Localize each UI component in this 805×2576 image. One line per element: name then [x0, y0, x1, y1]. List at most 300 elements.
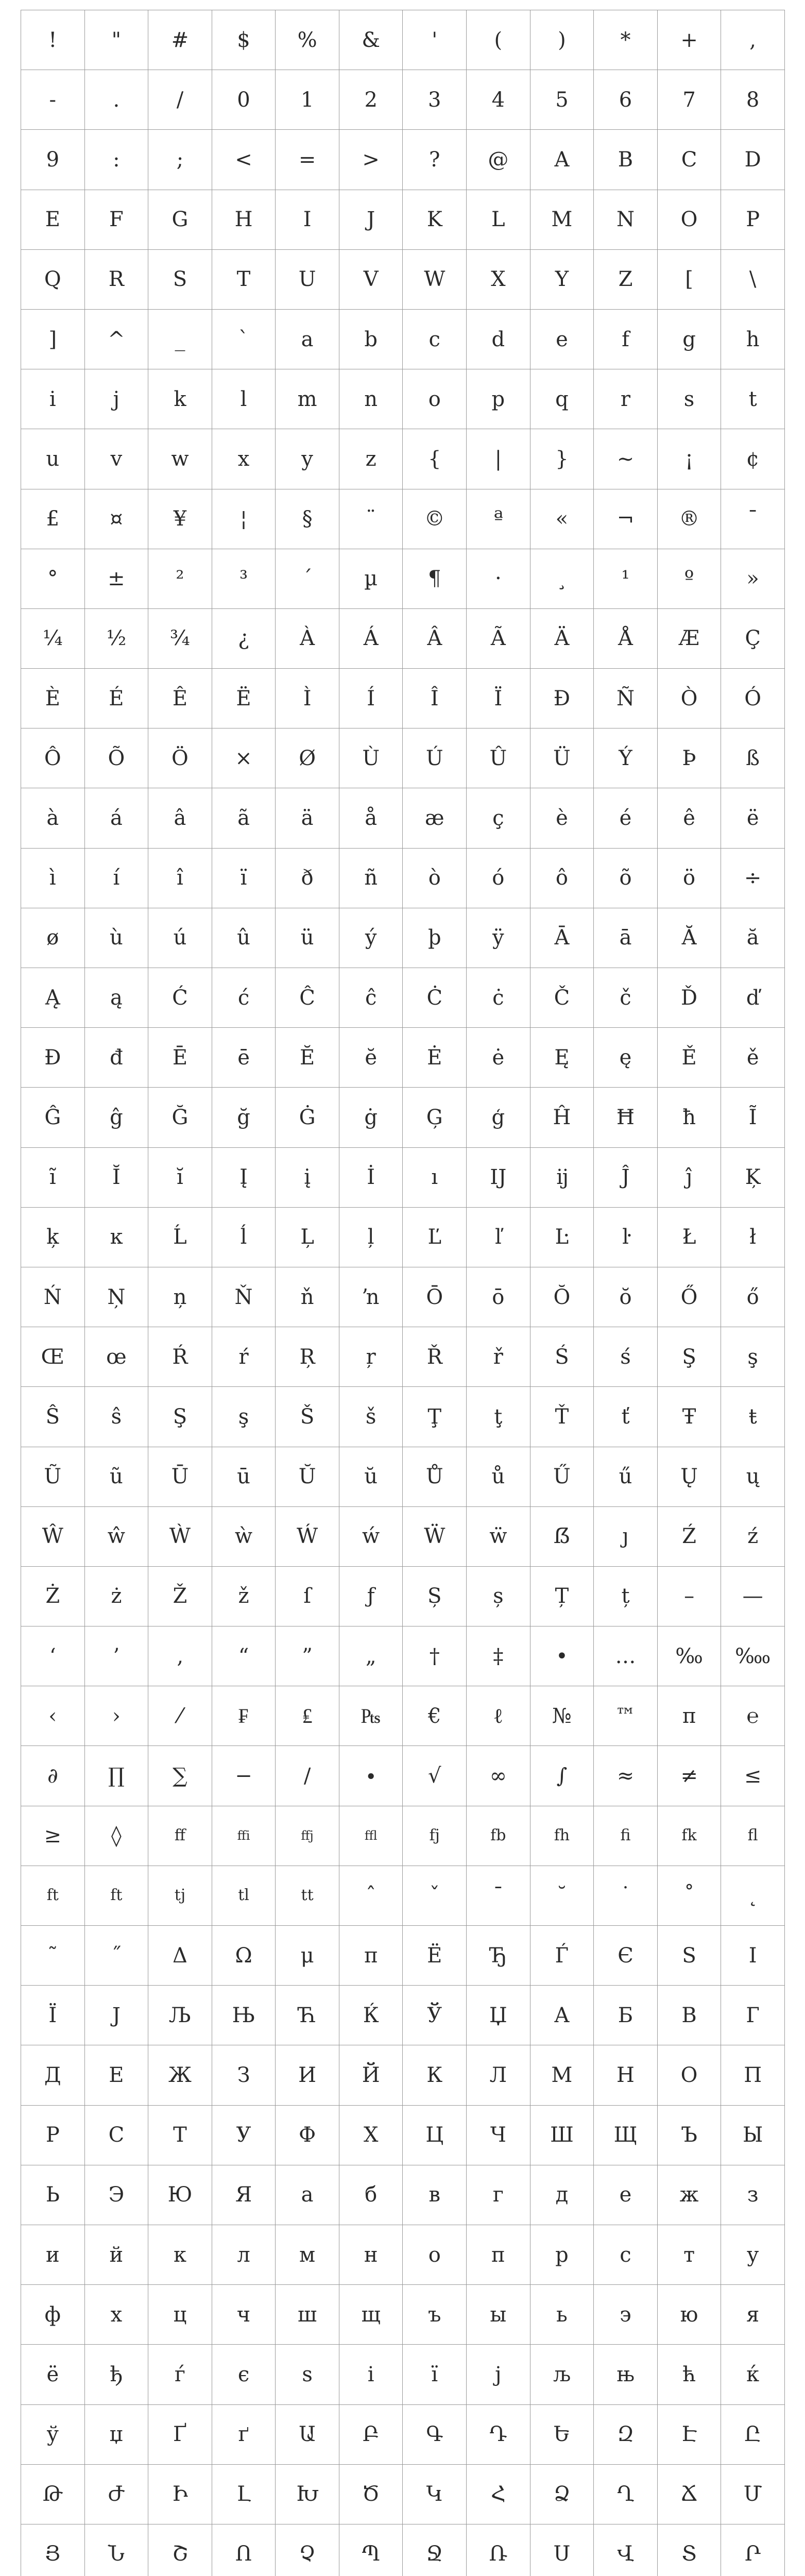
glyph-cell: „ — [339, 1626, 403, 1686]
glyph-cell: 2 — [339, 70, 403, 130]
glyph-cell: © — [403, 489, 467, 549]
glyph-cell: ї — [403, 2345, 467, 2404]
glyph-cell: Ռ — [467, 2524, 530, 2576]
glyph-cell: У — [212, 2106, 276, 2165]
glyph-cell: Կ — [403, 2465, 467, 2524]
glyph-cell: } — [530, 429, 594, 489]
glyph-cell: ³ — [212, 549, 276, 609]
glyph-cell: ų — [721, 1447, 785, 1507]
glyph-cell: Y — [530, 250, 594, 310]
glyph-cell: ĸ — [85, 1208, 149, 1267]
glyph-cell: И — [276, 2045, 339, 2105]
glyph-row — [21, 1387, 785, 1447]
glyph-cell: ň — [276, 1267, 339, 1327]
glyph-cell: ¼ — [21, 609, 85, 669]
glyph-cell: Ћ — [276, 1986, 339, 2045]
glyph-row — [21, 70, 785, 130]
glyph-cell: Ŝ — [21, 1387, 85, 1447]
glyph-cell: k — [148, 369, 212, 429]
glyph-row — [21, 369, 785, 429]
glyph-cell: Ј — [85, 1986, 149, 2045]
glyph-cell: 6 — [594, 70, 658, 130]
glyph-cell: Ẅ — [403, 1507, 467, 1567]
glyph-cell: Ĵ — [594, 1148, 658, 1208]
glyph-cell: i — [21, 369, 85, 429]
glyph-cell: н — [339, 2225, 403, 2285]
glyph-cell: č — [594, 968, 658, 1028]
glyph-cell: е — [594, 2165, 658, 2225]
glyph-cell: ≥ — [21, 1806, 85, 1866]
glyph-cell: ; — [148, 130, 212, 190]
glyph-cell: Ţ — [403, 1387, 467, 1447]
glyph-cell: Ř — [403, 1327, 467, 1387]
glyph-cell: Հ — [467, 2465, 530, 2524]
glyph-cell: ļ — [339, 1208, 403, 1267]
glyph-cell: Ĉ — [276, 968, 339, 1028]
glyph-cell: à — [21, 788, 85, 848]
glyph-cell: ĝ — [85, 1088, 149, 1147]
glyph-cell: ƒ — [339, 1567, 403, 1626]
glyph-cell: П — [721, 2045, 785, 2105]
glyph-cell: Զ — [594, 2405, 658, 2465]
glyph-cell: . — [85, 70, 149, 130]
glyph-cell: µ — [339, 549, 403, 609]
glyph-cell: ŉ — [339, 1267, 403, 1327]
glyph-cell: ˝ — [85, 1926, 149, 1986]
glyph-cell: г — [467, 2165, 530, 2225]
glyph-cell: m — [276, 369, 339, 429]
glyph-cell: é — [594, 788, 658, 848]
glyph-cell: я — [721, 2285, 785, 2345]
glyph-cell: Ղ — [594, 2465, 658, 2524]
glyph-cell: Ĩ — [721, 1088, 785, 1147]
glyph-cell: Ґ — [148, 2405, 212, 2465]
glyph-cell: ₧ — [339, 1686, 403, 1746]
glyph-cell: y — [276, 429, 339, 489]
glyph-cell: ¶ — [403, 549, 467, 609]
glyph-cell: 8 — [721, 70, 785, 130]
glyph-cell: — — [721, 1567, 785, 1626]
glyph-cell: Õ — [85, 728, 149, 788]
glyph-cell: ˙ — [594, 1866, 658, 1926]
glyph-cell: ₣ — [212, 1686, 276, 1746]
glyph-cell: Í — [339, 669, 403, 728]
glyph-cell: ы — [467, 2285, 530, 2345]
glyph-cell: , — [721, 10, 785, 70]
glyph-cell: ` — [212, 310, 276, 369]
glyph-cell: « — [530, 489, 594, 549]
glyph-cell: ŭ — [339, 1447, 403, 1507]
glyph-cell: Ъ — [658, 2106, 722, 2165]
glyph-cell: Ż — [21, 1567, 85, 1626]
glyph-cell: Ș — [403, 1567, 467, 1626]
glyph-cell: Ђ — [467, 1926, 530, 1986]
glyph-cell: ℓ — [467, 1686, 530, 1746]
glyph-cell: Ú — [403, 728, 467, 788]
glyph-row — [21, 1806, 785, 1866]
glyph-row — [21, 10, 785, 70]
glyph-cell: љ — [530, 2345, 594, 2404]
glyph-cell: ) — [530, 10, 594, 70]
glyph-cell: Ķ — [721, 1148, 785, 1208]
glyph-cell: s — [658, 369, 722, 429]
glyph-cell: v — [85, 429, 149, 489]
glyph-cell: ŏ — [594, 1267, 658, 1327]
glyph-cell: Ь — [21, 2165, 85, 2225]
glyph-cell: Ć — [148, 968, 212, 1028]
glyph-cell: ẞ — [530, 1507, 594, 1567]
glyph-cell: ș — [467, 1567, 530, 1626]
glyph-cell: Î — [403, 669, 467, 728]
glyph-row — [21, 1028, 785, 1088]
glyph-cell: ” — [276, 1626, 339, 1686]
glyph-cell: Ğ — [148, 1088, 212, 1147]
glyph-cell: Ր — [721, 2524, 785, 2576]
glyph-row — [21, 489, 785, 549]
glyph-cell: Ճ — [658, 2465, 722, 2524]
glyph-cell: ă — [721, 908, 785, 968]
glyph-row — [21, 1686, 785, 1746]
glyph-row — [21, 549, 785, 609]
glyph-cell: ´ — [276, 549, 339, 609]
glyph-cell: ť — [594, 1387, 658, 1447]
glyph-cell: Ħ — [594, 1088, 658, 1147]
glyph-cell: Ē — [148, 1028, 212, 1088]
glyph-cell: Ñ — [594, 669, 658, 728]
glyph-cell: Ы — [721, 2106, 785, 2165]
glyph-row — [21, 310, 785, 369]
glyph-cell: Ŗ — [276, 1327, 339, 1387]
glyph-cell: 4 — [467, 70, 530, 130]
glyph-cell: b — [339, 310, 403, 369]
glyph-cell: x — [212, 429, 276, 489]
glyph-cell: Â — [403, 609, 467, 669]
glyph-cell: Ё — [403, 1926, 467, 1986]
glyph-cell: ˆ — [339, 1866, 403, 1926]
glyph-cell: ? — [403, 130, 467, 190]
glyph-cell: ј — [467, 2345, 530, 2404]
glyph-cell: Ŧ — [658, 1387, 722, 1447]
glyph-cell: Ն — [85, 2524, 149, 2576]
glyph-cell: › — [85, 1686, 149, 1746]
glyph-cell: M — [530, 190, 594, 250]
glyph-cell: ! — [21, 10, 85, 70]
glyph-cell: ь — [530, 2285, 594, 2345]
glyph-cell: G — [148, 190, 212, 250]
glyph-cell: Ō — [403, 1267, 467, 1327]
glyph-cell: ŧ — [721, 1387, 785, 1447]
glyph-cell: r — [594, 369, 658, 429]
glyph-cell: ẃ — [339, 1507, 403, 1567]
glyph-cell: ÿ — [467, 908, 530, 968]
glyph-cell: % — [276, 10, 339, 70]
glyph-row — [21, 849, 785, 908]
glyph-row — [21, 1626, 785, 1686]
glyph-cell: t — [721, 369, 785, 429]
glyph-cell: h — [721, 310, 785, 369]
glyph-cell: Ț — [530, 1567, 594, 1626]
glyph-cell: ŀ — [594, 1208, 658, 1267]
glyph-cell: Ի — [148, 2465, 212, 2524]
glyph-cell: 7 — [658, 70, 722, 130]
glyph-cell: ℮ — [721, 1686, 785, 1746]
glyph-cell: ¢ — [721, 429, 785, 489]
glyph-cell: g — [658, 310, 722, 369]
glyph-cell: Ծ — [339, 2465, 403, 2524]
glyph-cell: ğ — [212, 1088, 276, 1147]
glyph-cell: ¸ — [530, 549, 594, 609]
glyph-row — [21, 728, 785, 788]
glyph-cell: ¯ — [721, 489, 785, 549]
glyph-cell: Ẃ — [276, 1507, 339, 1567]
glyph-cell: Ŏ — [530, 1267, 594, 1327]
glyph-cell: ffl — [339, 1806, 403, 1866]
glyph-cell: C — [658, 130, 722, 190]
glyph-cell: э — [594, 2285, 658, 2345]
glyph-cell: – — [658, 1567, 722, 1626]
glyph-cell: + — [658, 10, 722, 70]
glyph-cell: Ц — [403, 2106, 467, 2165]
glyph-cell: ê — [658, 788, 722, 848]
glyph-cell: є — [212, 2345, 276, 2404]
glyph-cell: & — [339, 10, 403, 70]
glyph-cell: Ĭ — [85, 1148, 149, 1208]
glyph-cell: Ю — [148, 2165, 212, 2225]
glyph-cell: " — [85, 10, 149, 70]
glyph-cell: ∙ — [339, 1746, 403, 1806]
glyph-cell: Å — [594, 609, 658, 669]
glyph-cell: á — [85, 788, 149, 848]
glyph-cell: ½ — [85, 609, 149, 669]
glyph-cell: ò — [403, 849, 467, 908]
glyph-row — [21, 1507, 785, 1567]
glyph-cell: Ċ — [403, 968, 467, 1028]
glyph-cell: Q — [21, 250, 85, 310]
glyph-cell: j — [85, 369, 149, 429]
glyph-cell: Ĥ — [530, 1088, 594, 1147]
glyph-cell: fi — [594, 1806, 658, 1866]
glyph-cell: Ġ — [276, 1088, 339, 1147]
glyph-row — [21, 1986, 785, 2045]
glyph-cell: Ě — [658, 1028, 722, 1088]
glyph-cell: ş — [212, 1387, 276, 1447]
glyph-cell: Ս — [530, 2524, 594, 2576]
glyph-cell: ř — [467, 1327, 530, 1387]
glyph-cell: û — [212, 908, 276, 968]
glyph-cell: ů — [467, 1447, 530, 1507]
glyph-cell: þ — [403, 908, 467, 968]
glyph-cell: ĵ — [658, 1148, 722, 1208]
glyph-cell: ђ — [85, 2345, 149, 2404]
glyph-cell: ffj — [276, 1806, 339, 1866]
glyph-cell: ˉ — [467, 1866, 530, 1926]
glyph-cell: Ş — [658, 1327, 722, 1387]
glyph-cell: Ŭ — [276, 1447, 339, 1507]
glyph-cell: ѕ — [276, 2345, 339, 2404]
glyph-cell: ≈ — [594, 1746, 658, 1806]
glyph-cell: đ — [85, 1028, 149, 1088]
glyph-cell: F — [85, 190, 149, 250]
glyph-cell: ] — [21, 310, 85, 369]
glyph-cell: ņ — [148, 1267, 212, 1327]
glyph-cell: Ė — [403, 1028, 467, 1088]
glyph-cell: E — [21, 190, 85, 250]
glyph-cell: \ — [721, 250, 785, 310]
glyph-cell: Д — [21, 2045, 85, 2105]
glyph-cell: О — [658, 2045, 722, 2105]
glyph-cell: f — [594, 310, 658, 369]
glyph-cell: æ — [403, 788, 467, 848]
glyph-cell: ∏ — [85, 1746, 149, 1806]
glyph-row — [21, 1746, 785, 1806]
glyph-cell: Ќ — [339, 1986, 403, 2045]
glyph-cell: Ũ — [21, 1447, 85, 1507]
glyph-cell: Լ — [212, 2465, 276, 2524]
glyph-cell: Շ — [148, 2524, 212, 2576]
glyph-cell: ‡ — [467, 1626, 530, 1686]
glyph-cell: Ω — [212, 1926, 276, 1986]
glyph-cell: Č — [530, 968, 594, 1028]
glyph-cell: ₤ — [276, 1686, 339, 1746]
glyph-cell: ŕ — [212, 1327, 276, 1387]
glyph-cell: w — [148, 429, 212, 489]
glyph-cell: Đ — [21, 1028, 85, 1088]
glyph-cell: Ū — [148, 1447, 212, 1507]
glyph-cell: Ŀ — [530, 1208, 594, 1267]
glyph-cell: ß — [721, 728, 785, 788]
glyph-row — [21, 2106, 785, 2165]
glyph-cell: 1 — [276, 70, 339, 130]
glyph-cell: Ջ — [403, 2524, 467, 2576]
glyph-cell: O — [658, 190, 722, 250]
glyph-row — [21, 1567, 785, 1626]
glyph-cell: Ý — [594, 728, 658, 788]
glyph-cell: a — [276, 310, 339, 369]
glyph-cell: ģ — [467, 1088, 530, 1147]
glyph-cell: Ѓ — [530, 1926, 594, 1986]
glyph-row — [21, 1447, 785, 1507]
glyph-cell: Ð — [530, 669, 594, 728]
glyph-cell: e — [530, 310, 594, 369]
glyph-cell: ŝ — [85, 1387, 149, 1447]
glyph-cell: ' — [403, 10, 467, 70]
glyph-cell: б — [339, 2165, 403, 2225]
glyph-cell: Љ — [148, 1986, 212, 2045]
glyph-cell: Є — [594, 1926, 658, 1986]
glyph-cell: ȷ — [594, 1507, 658, 1567]
glyph-cell: ġ — [339, 1088, 403, 1147]
glyph-cell: ѓ — [148, 2345, 212, 2404]
glyph-cell: в — [403, 2165, 467, 2225]
glyph-cell: Ŵ — [21, 1507, 85, 1567]
glyph-cell: ą — [85, 968, 149, 1028]
glyph-cell: Ā — [530, 908, 594, 968]
glyph-cell: ¥ — [148, 489, 212, 549]
glyph-cell: ĕ — [339, 1028, 403, 1088]
glyph-cell: ĭ — [148, 1148, 212, 1208]
glyph-cell: ∂ — [21, 1746, 85, 1806]
glyph-cell: œ — [85, 1327, 149, 1387]
glyph-cell: о — [403, 2225, 467, 2285]
glyph-cell: Ő — [658, 1267, 722, 1327]
glyph-cell: ‱ — [721, 1626, 785, 1686]
glyph-cell: ú — [148, 908, 212, 968]
glyph-cell: Й — [339, 2045, 403, 2105]
glyph-row — [21, 1148, 785, 1208]
glyph-cell: W — [403, 250, 467, 310]
glyph-cell: î — [148, 849, 212, 908]
glyph-cell: ’ — [85, 1626, 149, 1686]
glyph-cell: ё — [21, 2345, 85, 2404]
glyph-cell: √ — [403, 1746, 467, 1806]
glyph-cell: Б — [594, 1986, 658, 2045]
glyph-cell: ţ — [467, 1387, 530, 1447]
glyph-cell: Û — [467, 728, 530, 788]
glyph-cell: ˇ — [403, 1866, 467, 1926]
glyph-cell: ÷ — [721, 849, 785, 908]
glyph-cell: Ա — [276, 2405, 339, 2465]
glyph-cell: Z — [594, 250, 658, 310]
glyph-cell: у — [721, 2225, 785, 2285]
glyph-cell: Ď — [658, 968, 722, 1028]
glyph-cell: Վ — [594, 2524, 658, 2576]
glyph-cell: Ù — [339, 728, 403, 788]
glyph-cell: … — [594, 1626, 658, 1686]
glyph-cell: ſ — [276, 1567, 339, 1626]
glyph-row — [21, 1088, 785, 1147]
glyph-cell: Պ — [339, 2524, 403, 2576]
glyph-cell: Ը — [721, 2405, 785, 2465]
glyph-cell: I — [276, 190, 339, 250]
glyph-cell: Բ — [339, 2405, 403, 2465]
glyph-cell: ‹ — [21, 1686, 85, 1746]
glyph-row — [21, 968, 785, 1028]
glyph-cell: ó — [467, 849, 530, 908]
glyph-cell: ю — [658, 2285, 722, 2345]
glyph-cell: Н — [594, 2045, 658, 2105]
glyph-cell: ĺ — [212, 1208, 276, 1267]
glyph-cell: ķ — [21, 1208, 85, 1267]
glyph-cell: À — [276, 609, 339, 669]
glyph-cell: Ĕ — [276, 1028, 339, 1088]
glyph-cell: Щ — [594, 2106, 658, 2165]
glyph-cell: † — [403, 1626, 467, 1686]
glyph-cell: Л — [467, 2045, 530, 2105]
glyph-cell: і — [339, 2345, 403, 2404]
glyph-cell: и — [21, 2225, 85, 2285]
glyph-cell: ґ — [212, 2405, 276, 2465]
glyph-cell: / — [148, 70, 212, 130]
glyph-cell: ^ — [85, 310, 149, 369]
glyph-cell: ft — [21, 1866, 85, 1926]
glyph-cell: ® — [658, 489, 722, 549]
glyph-cell: Ö — [148, 728, 212, 788]
glyph-cell: А — [530, 1986, 594, 2045]
glyph-cell: į — [276, 1148, 339, 1208]
glyph-cell: Ģ — [403, 1088, 467, 1147]
glyph-cell: å — [339, 788, 403, 848]
glyph-cell: £ — [21, 489, 85, 549]
glyph-cell: fk — [658, 1806, 722, 1866]
glyph-cell: Ą — [21, 968, 85, 1028]
glyph-cell: ŗ — [339, 1327, 403, 1387]
glyph-cell: ĉ — [339, 968, 403, 1028]
glyph-cell: ũ — [85, 1447, 149, 1507]
glyph-cell: ç — [467, 788, 530, 848]
glyph-cell: ã — [212, 788, 276, 848]
glyph-cell: Ե — [530, 2405, 594, 2465]
glyph-cell: * — [594, 10, 658, 70]
